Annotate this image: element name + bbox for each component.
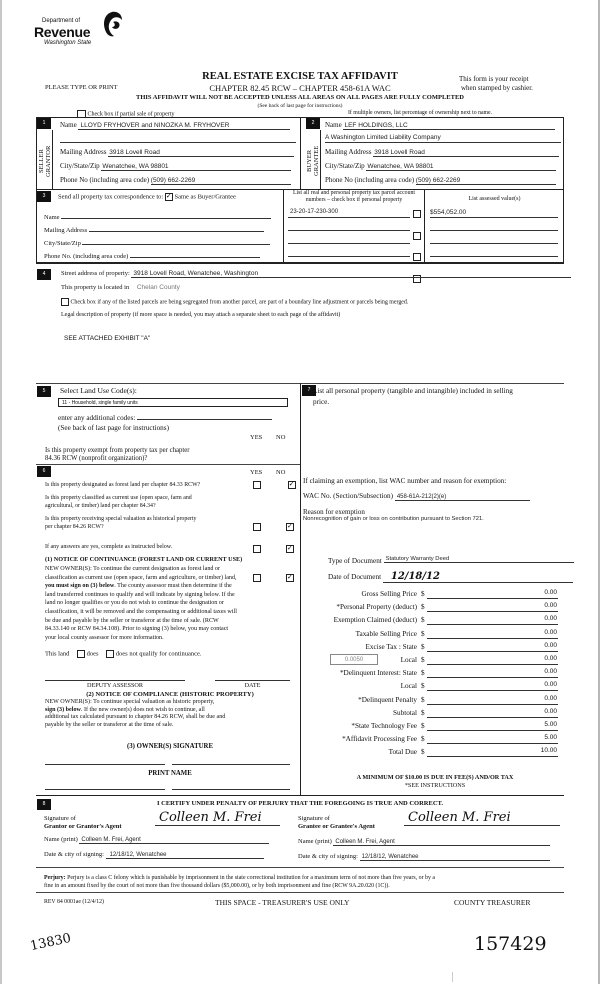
additional-codes-field[interactable]	[137, 412, 272, 420]
s3-mailing-row	[44, 224, 264, 234]
fee-label: *Delinquent Penalty	[358, 695, 417, 704]
personal-property-line2: price.	[313, 398, 330, 406]
parcel-header-line2: numbers – check box if personal property	[305, 197, 403, 203]
s5-yes-header: YES	[250, 434, 263, 441]
personal-property-checkbox[interactable]	[413, 232, 421, 240]
seller-mailing-field[interactable]: 3918 Lovell Road	[108, 149, 294, 157]
grantor-sig-label-line1: Signature of	[44, 815, 76, 822]
notice2-bold: sign (3) below	[45, 706, 81, 713]
doc-date-row	[328, 571, 573, 583]
buyer-grantee-label	[306, 138, 320, 184]
dollar-sign: $	[421, 656, 425, 664]
page-edge-left	[0, 0, 2, 984]
dollar-sign: $	[421, 748, 425, 757]
s6-question-line2: per chapter 84.26 RCW?	[45, 524, 104, 530]
personal-property-label	[313, 386, 513, 408]
fee-label: Subtotal	[393, 708, 417, 717]
fee-label: *Affidavit Processing Fee	[342, 735, 417, 744]
grantee-label: GRANTEE	[313, 145, 320, 177]
fee-label: Gross Selling Price	[361, 590, 417, 598]
s6-question-line1: Is this property designated as forest land per chapter 84.33 RCW?	[45, 482, 201, 488]
notice1-line: classification, it will be removed and the compensating or additional taxes will	[45, 608, 237, 615]
county-field[interactable]: Chelan County	[136, 284, 180, 291]
personal-property-checkbox[interactable]	[413, 253, 421, 261]
notice2-line: NEW OWNER(S): To continue special valuation as historic property,	[45, 699, 215, 705]
s3-city-field[interactable]	[82, 237, 270, 245]
dollar-sign: $	[421, 735, 425, 744]
assessed-value-field[interactable]	[430, 222, 558, 231]
receipt-note-2: when stamped by cashier.	[461, 84, 533, 92]
doc-type-row	[328, 556, 574, 565]
same-as-buyer-label: Same as Buyer/Grantee	[174, 193, 236, 201]
seller-name2-field[interactable]	[60, 134, 296, 143]
seller-name-field[interactable]: LLOYD FRYHOVER and NINOZKA M. FRYHOVER	[78, 122, 290, 130]
buyer-phone-row	[325, 176, 556, 185]
s6-question-text	[45, 481, 200, 489]
notice1-title: (1) NOTICE OF CONTINUANCE (FOREST LAND OR CURRENT USE)	[45, 556, 243, 563]
grantor-sig-label-line2: Grantor or Grantor's Agent	[44, 822, 122, 830]
notice2-title: (2) NOTICE OF COMPLIANCE (HISTORIC PROPERTY)	[86, 691, 254, 698]
grantor-signature[interactable]: Colleen M. Frei	[155, 810, 280, 826]
buyer-phone-field[interactable]: (509) 662-2269	[416, 177, 556, 185]
fee-value[interactable]: 0.00	[544, 615, 557, 623]
grantee-name-row	[298, 838, 550, 846]
wac-field[interactable]: 458-61A-212(2)(e)	[395, 494, 530, 501]
notice2-line: additional tax calculated pursuant to chapter 84.26 RCW, shall be due and	[45, 714, 226, 721]
fee-value[interactable]: 0.00	[544, 655, 557, 662]
reason-label: Reason for exemption	[303, 508, 365, 516]
parcel-number-field[interactable]	[288, 222, 410, 231]
divider	[36, 867, 564, 868]
section-divider	[300, 117, 301, 190]
seller-city-row	[60, 162, 291, 171]
divider	[36, 263, 564, 264]
section-1-number: 1	[37, 118, 51, 129]
notice1-line: . The county assessor must then determine if the	[114, 583, 232, 590]
exempt-no-checkbox[interactable]	[288, 481, 296, 489]
form-number: REV 84 0001ae (12/4/12)	[44, 899, 104, 905]
doc-type-label: Type of Document	[328, 557, 382, 565]
grantee-signature[interactable]: Colleen M. Frei	[404, 810, 560, 826]
land-use-select[interactable]: 11 - Household, single family units	[58, 398, 288, 407]
dor-swirl-icon	[100, 10, 124, 38]
this-land-row	[45, 650, 202, 658]
s3-mailing-label: Mailing Address	[44, 227, 88, 234]
doc-date-label: Date of Document	[328, 573, 382, 581]
dollar-sign: $	[421, 590, 425, 598]
multiple-owners-note: If multiple owners, list percentage of ownership next to name.	[348, 110, 493, 116]
fee-value[interactable]: 0.00	[544, 668, 557, 676]
seller-city-label: City/State/Zip	[60, 162, 100, 170]
fee-value[interactable]: 10.00	[540, 747, 557, 755]
fee-value[interactable]: 0.00	[544, 589, 557, 596]
parcel-number-field[interactable]	[288, 248, 410, 257]
legal-description-value[interactable]: SEE ATTACHED EXHIBIT "A"	[64, 335, 151, 342]
buyer-city-label: City/State/Zip	[325, 162, 365, 170]
does-checkbox[interactable]	[77, 650, 85, 658]
county-label: This property is located in	[61, 284, 130, 291]
s5-no-header: NO	[276, 434, 286, 441]
parcel-header-line1: List all real and personal property tax parcel account	[292, 190, 415, 196]
notice2-line: . If the new owner(s) does not wish to continue, all	[80, 706, 205, 713]
s5-see-back: (See back of last page for instructions)	[58, 424, 169, 432]
dollar-sign: $	[421, 682, 425, 691]
form-title: REAL ESTATE EXCISE TAX AFFIDAVIT	[202, 71, 398, 82]
s3-mailing-field[interactable]	[89, 224, 264, 232]
dollar-sign: $	[421, 603, 425, 612]
seller-phone-row	[60, 176, 291, 185]
fee-value[interactable]: 0.00	[544, 707, 557, 715]
deputy-assessor-line[interactable]	[45, 680, 185, 681]
s6-question-text	[45, 494, 192, 510]
wac-row	[303, 492, 530, 501]
logo-line1: Department of	[42, 18, 81, 24]
grantor-sig-label	[44, 815, 122, 830]
owner-signature-line-2[interactable]	[172, 764, 290, 765]
assessor-date-line[interactable]	[215, 680, 290, 681]
notice1-body	[45, 565, 300, 642]
fee-value[interactable]: 5.00	[544, 734, 557, 742]
perjury-text-2: fine in an amount fixed by the court of not more than five thousand dollars ($5,000.00), or by both imprisonment and fine (RCW 9A.20.020 (1C)).	[44, 883, 390, 889]
grantor-name-row	[44, 836, 269, 844]
county-treasurer: COUNTY TREASURER	[454, 898, 531, 907]
section-3-number: 3	[37, 191, 51, 202]
seller-phone-field[interactable]: (509) 662-2269	[151, 177, 291, 185]
seller-label: SELLER	[38, 149, 45, 173]
exempt-question-line2: 84.36 RCW (nonprofit organization)?	[45, 455, 148, 462]
s6-question-line2: agricultural, or timber) land per chapter 84.34?	[45, 503, 156, 509]
grantor-label: GRANTOR	[45, 145, 52, 177]
dollar-sign: $	[421, 629, 425, 638]
seller-grantor-label	[38, 138, 52, 184]
notice1-line: 84.33.140 or RCW 84.34.108). Prior to signing (3) below, you may contact	[45, 626, 229, 633]
grantee-name-field[interactable]: Colleen M. Frei, Agent	[333, 839, 550, 846]
street-address-label: Street address of property:	[61, 270, 130, 277]
print-name-title: PRINT NAME	[148, 770, 192, 777]
deputy-assessor-label: DEPUTY ASSESSOR	[87, 682, 143, 689]
please-print: PLEASE TYPE OR PRINT	[45, 84, 118, 91]
perjury-bold: Perjury:	[44, 875, 66, 881]
seller-city-field[interactable]: Wenatchee, WA 98801	[101, 163, 291, 171]
divider	[36, 795, 564, 796]
does-not-label: does not qualify for continuance.	[115, 650, 202, 658]
personal-property-line1: List all personal property (tangible and intangible) included in selling	[313, 387, 513, 395]
s3-city-row	[44, 237, 270, 247]
seller-mailing-label: Mailing Address	[60, 148, 107, 156]
assessed-value-field[interactable]	[430, 235, 558, 244]
local-rate-field[interactable]: 0.0050	[330, 654, 378, 665]
buyer-phone-label: Phone No (including area code)	[325, 176, 415, 184]
form-subtitle: CHAPTER 82.45 RCW – CHAPTER 458-61A WAC	[209, 83, 391, 93]
divider	[36, 464, 300, 465]
scan-mark	[452, 972, 453, 982]
exempt-yes-checkbox[interactable]	[253, 481, 261, 489]
perjury-text-1: Perjury is a class C felony which is punishable by imprisonment in the state correctional institution for a maximum term of not more than five years, or by a	[65, 875, 435, 881]
doc-type-field[interactable]: Statutory Warranty Deed	[384, 556, 574, 563]
fee-label: Total Due	[388, 748, 417, 757]
logo-line3: Washington State	[44, 40, 92, 46]
grantor-date-row	[44, 851, 264, 859]
fee-value[interactable]: 0.00	[544, 681, 557, 689]
notice1-line: be due and payable by the seller or transferor at the time of sale. (RCW	[45, 617, 219, 624]
assessed-value-field[interactable]	[430, 248, 558, 257]
this-land-label: This land	[45, 650, 70, 658]
fee-value[interactable]: 0.00	[544, 641, 557, 649]
see-back-note: (See back of last page for instructions)	[257, 103, 343, 109]
grantee-date-field[interactable]: 12/18/12, Wenatchee	[360, 854, 550, 861]
owner-signature-title: (3) OWNER(S) SIGNATURE	[127, 743, 213, 750]
divider	[320, 130, 321, 190]
if-any-yes: If any answers are yes, complete as instructed below.	[45, 544, 173, 550]
buyer-name-field[interactable]: LEF HOLDINGS, LLC	[343, 122, 555, 130]
assessed-value-field[interactable]: $554,052.00	[430, 209, 558, 218]
send-correspondence-label: Send all property tax correspondence to:	[58, 193, 164, 201]
handwritten-number-right: 157429	[474, 933, 547, 955]
grantee-sig-label-line1: Signature of	[298, 815, 330, 822]
dollar-sign: $	[421, 708, 425, 717]
form-warning: THIS AFFIDAVIT WILL NOT BE ACCEPTED UNLESS ALL AREAS ON ALL PAGES ARE FULLY COMPLETED	[136, 94, 464, 101]
fee-label: *State Technology Fee	[351, 722, 417, 730]
notice2-line: payable by the seller or transferor at the time of sale.	[45, 721, 174, 728]
s3-city-label: City/State/Zip	[44, 240, 81, 247]
grantor-name-field[interactable]: Colleen M. Frei, Agent	[79, 837, 269, 844]
grantor-date-label: Date & city of signing:	[44, 851, 104, 858]
print-name-line-1[interactable]	[45, 789, 165, 790]
send-correspondence-row	[58, 193, 236, 201]
fee-value[interactable]: 0.00	[544, 628, 557, 636]
divider	[52, 130, 53, 190]
fee-label: Exemption Claimed (deduct)	[333, 616, 417, 625]
grantee-date-label: Date & city of signing:	[298, 853, 358, 860]
grantor-name-label: Name (print)	[44, 836, 78, 843]
fee-value[interactable]: 0.00	[544, 602, 557, 610]
s6-yes-header: YES	[250, 469, 263, 476]
logo-line2: Revenue	[34, 24, 91, 40]
grantee-sig-label-line2: Grantee or Grantee's Agent	[298, 822, 375, 830]
owner-signature-line-1[interactable]	[45, 764, 165, 765]
notice1-bold: you must sign on (3) below	[45, 583, 115, 590]
same-as-buyer-checkbox[interactable]	[165, 193, 173, 201]
segregated-row	[61, 298, 408, 306]
dor-logo	[34, 8, 134, 58]
seller-mailing-row	[60, 148, 294, 157]
seller-name-label: Name	[60, 121, 77, 129]
fee-label: Excise Tax : State	[365, 642, 417, 651]
see-instructions: *SEE INSTRUCTIONS	[404, 782, 466, 789]
additional-codes-label: enter any additional codes:	[58, 414, 136, 422]
notice1-line: NEW OWNER(S): To continue the current designation as forest land or	[45, 566, 221, 572]
treasurer-use-only: THIS SPACE - TREASURER'S USE ONLY	[215, 898, 350, 907]
s6-yes-checkbox[interactable]	[253, 523, 261, 531]
land-use-label: Select Land Use Code(s):	[60, 386, 137, 395]
section-8-number: 8	[37, 799, 51, 810]
s6-no-checkbox[interactable]	[286, 545, 294, 553]
s3-name-label: Name	[44, 214, 60, 221]
notice2-body	[45, 699, 300, 729]
buyer-city-field[interactable]: Wenatchee, WA 98801	[366, 163, 556, 171]
section-4-number: 4	[37, 269, 51, 280]
additional-codes-row	[58, 412, 272, 422]
street-address-row	[61, 270, 571, 278]
fee-label: *Personal Property (deduct)	[336, 603, 417, 612]
exemption-label: If claiming an exemption, list WAC number and reason for exemption:	[303, 477, 507, 485]
fee-value[interactable]: 5.00	[544, 721, 557, 728]
reason-field[interactable]: Nonrecognition of gain or loss on contribution pursuant to Section 721.	[303, 516, 484, 522]
street-address-field[interactable]: 3918 Lovell Road, Wenatchee, Washington	[131, 270, 571, 278]
perjury-notice	[44, 874, 564, 890]
grantee-sig-label	[298, 815, 375, 830]
s6-question-line1: Is this property classified as current use (open space, farm and	[45, 495, 192, 501]
s6-question-text	[45, 515, 196, 531]
personal-property-checkbox[interactable]	[413, 210, 421, 218]
s6-no-header: NO	[276, 469, 286, 476]
section-7-number: 7	[302, 385, 316, 396]
segregated-checkbox[interactable]	[61, 298, 69, 306]
divider	[36, 892, 564, 893]
grantor-date-field[interactable]: 12/18/12, Wenatchee	[106, 852, 264, 859]
divider	[283, 189, 284, 263]
notice1-line: your local county assessor for more information.	[45, 634, 164, 641]
notice1-line: classification as current use (open space, farm and agriculture, or timber) land,	[45, 574, 237, 581]
dollar-sign: $	[421, 642, 425, 651]
parcel-number-field[interactable]: 23-20-17-230-300	[288, 209, 410, 218]
buyer-city-row	[325, 162, 556, 171]
buyer-label: BUYER	[306, 149, 313, 173]
section-5-number: 5	[37, 386, 51, 397]
parcel-header	[285, 190, 423, 204]
does-not-checkbox[interactable]	[106, 650, 114, 658]
assessor-date-label: DATE	[244, 682, 261, 689]
handwritten-number-left: 13830	[28, 930, 73, 955]
dollar-sign: $	[421, 722, 425, 730]
seller-name-row	[60, 121, 290, 130]
fee-label: Local	[400, 682, 417, 691]
s3-phone-row	[44, 250, 260, 260]
assessed-header: List assessed value(s)	[468, 196, 521, 202]
divider	[300, 383, 301, 795]
buyer-name2-field[interactable]: A Washington Limited Liability Company	[325, 134, 561, 143]
buyer-mailing-field[interactable]: 3918 Lovell Road	[373, 149, 559, 157]
notice1-line: land transferred continues to qualify and will indicate by signing below. If the	[45, 591, 235, 598]
s3-name-field[interactable]	[61, 211, 271, 219]
s3-phone-label: Phone No. (including area code)	[44, 253, 129, 260]
grantee-date-row	[298, 853, 550, 861]
s3-phone-field[interactable]	[130, 250, 260, 258]
county-row	[61, 284, 180, 291]
s6-no-checkbox[interactable]	[286, 523, 294, 531]
minimum-note: A MINIMUM OF $10.00 IS DUE IN FEE(S) AND/OR TAX	[356, 774, 514, 781]
exempt-question	[45, 447, 190, 463]
section-2-number: 2	[306, 118, 320, 129]
print-name-line-2[interactable]	[172, 789, 290, 790]
section-6-number: 6	[37, 466, 51, 477]
doc-date-field[interactable]: 12/18/12	[383, 571, 573, 583]
fee-value[interactable]: 0.00	[544, 694, 557, 702]
buyer-name-row	[325, 121, 555, 130]
receipt-note-1: This form is your receipt	[459, 75, 529, 83]
grantee-name-label: Name (print)	[298, 838, 332, 845]
seller-phone-label: Phone No (including area code)	[60, 176, 150, 184]
does-label: does	[86, 650, 99, 658]
fee-label: Taxable Selling Price	[355, 629, 417, 638]
wac-label: WAC No. (Section/Subsection)	[303, 492, 394, 500]
certify-statement: I CERTIFY UNDER PENALTY OF PERJURY THAT THE FOREGOING IS TRUE AND CORRECT.	[156, 800, 443, 807]
parcel-number-field[interactable]	[288, 235, 410, 244]
exempt-question-line1: Is this property exempt from property tax per chapter	[45, 447, 190, 454]
dollar-sign: $	[421, 669, 425, 678]
s6-yes-checkbox[interactable]	[253, 545, 261, 553]
segregated-label: Check box if any of the listed parcels are being segregated from another parcel, are part of a boundary line adjustment or parcels being merged.	[70, 299, 409, 306]
s3-name-row	[44, 211, 271, 221]
fee-label: *Delinquent Interest: State	[339, 669, 417, 678]
notice1-line: land no longer qualifies or you do not wish to continue the designation or	[45, 600, 224, 607]
dollar-sign: $	[421, 616, 425, 625]
s6-question-line1: Is this property receiving special valuation as historical property	[45, 516, 197, 522]
dollar-sign: $	[421, 695, 425, 704]
legal-description-label: Legal description of property (if more space is needed, you may attach a separate sheet to each page of the affidavit)	[61, 312, 341, 318]
fee-label: Local	[400, 656, 417, 664]
partial-sale-label: Check box if partial sale of property	[87, 111, 175, 118]
buyer-mailing-row	[325, 148, 559, 157]
buyer-name-label: Name	[325, 121, 342, 129]
buyer-mailing-label: Mailing Address	[325, 148, 372, 156]
